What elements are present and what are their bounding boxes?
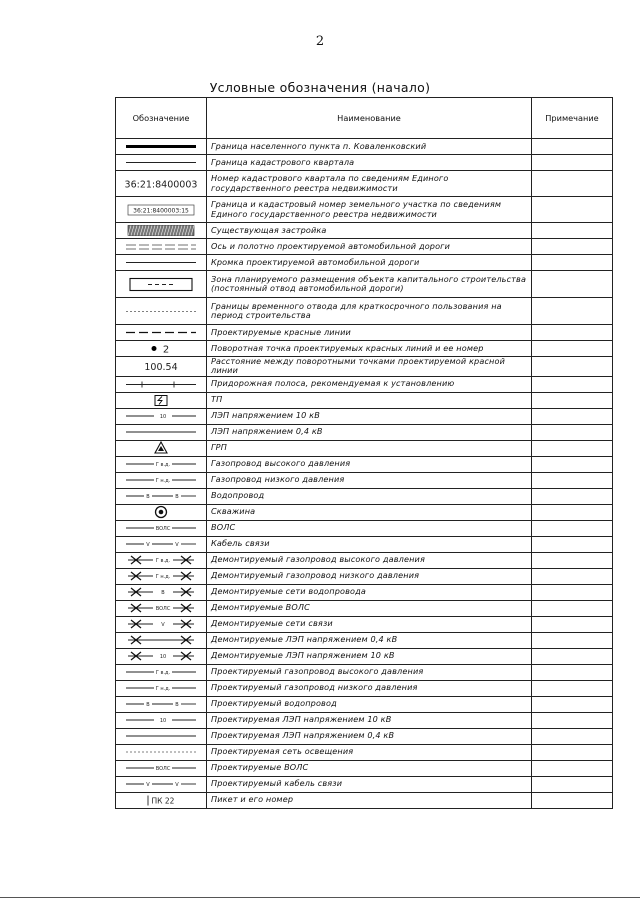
symbol-graphic [118,601,204,615]
legend-name: Демонтируемые сети связи [207,616,532,632]
legend-note [532,520,613,536]
legend-symbol-triangle [116,440,207,456]
legend-header-row [116,98,613,139]
symbol-graphic [118,681,204,695]
symbol-label: 2 [162,344,170,355]
legend-note [532,792,613,808]
legend-name: Граница населенного пункта п. Коваленковский [207,139,532,155]
legend-note [532,648,613,664]
legend-name: Демонтируемые сети водопровода [207,584,532,600]
legend-symbol-line-label [116,456,207,472]
legend-name: Ось и полотно проектируемой автомобильной дороги [207,239,532,255]
legend-symbol-red-dash [116,325,207,341]
legend-note [532,424,613,440]
legend-name: Проектируемый газопровод высокого давления [207,664,532,680]
legend-row [116,536,613,552]
legend-row [116,488,613,504]
legend-name: ГРП [207,440,532,456]
legend-note [532,616,613,632]
legend-note [532,712,613,728]
legend-symbol-x-line [116,632,207,648]
symbol-label: Г н.д. [155,686,171,693]
legend-row [116,472,613,488]
legend-name: Граница и кадастровый номер земельного участка по сведениям Единого государственного реестра недвижимости [207,197,532,223]
legend-name: Демонтируемые ВОЛС [207,600,532,616]
legend-symbol-x-line [116,600,207,616]
legend-name: Проектируемый кабель связи [207,776,532,792]
legend-row [116,325,613,341]
legend-row [116,568,613,584]
legend-name: Проектируемый газопровод низкого давления [207,680,532,696]
symbol-label: V [175,782,179,789]
header-name: Наименование [207,98,532,139]
symbol-graphic [118,473,204,487]
symbol-label: 36:21:8400003 [124,179,198,190]
legend-note [532,488,613,504]
legend-row [116,271,613,298]
legend-name: Кромка проектируемой автомобильной дороги [207,255,532,271]
legend-row [116,357,613,377]
legend-row [116,648,613,664]
legend-row [116,255,613,271]
legend-name: Демонтируемые ЛЭП напряжением 10 кВ [207,648,532,664]
legend-row [116,298,613,325]
legend-name: Существующая застройка [207,223,532,239]
legend-symbol-line-label [116,760,207,776]
legend-name: Поворотная точка проектируемых красных линий и ее номер [207,341,532,357]
legend-name: Придорожная полоса, рекомендуемая к установлению [207,376,532,392]
symbol-label: ВОЛС [155,766,171,773]
symbol-label: Г в.д. [155,558,171,565]
symbol-label: 10 [159,654,167,661]
symbol-graphic [118,745,204,759]
legend-name: Демонтируемые ЛЭП напряжением 0,4 кВ [207,632,532,648]
legend-name: ТП [207,392,532,408]
legend-row [116,139,613,155]
legend-row [116,520,613,536]
symbol-graphic [118,521,204,535]
legend-name: Пикет и его номер [207,792,532,808]
symbol-label: 100.54 [144,361,178,373]
legend-name: Номер кадастрового квартала по сведениям Единого государственного реестра недвижимости [207,171,532,197]
symbol-label: ВОЛС [155,606,171,613]
symbol-label: Г в.д. [155,462,171,469]
legend-name: ЛЭП напряжением 10 кВ [207,408,532,424]
symbol-graphic [118,224,204,237]
symbol-graphic [118,240,204,254]
legend-name: Зона планируемого размещения объекта капитального строительства (постоянный отвод автомобильной дороги) [207,271,532,298]
legend-row [116,760,613,776]
legend-row [116,155,613,171]
legend-name: Газопровод низкого давления [207,472,532,488]
symbol-graphic [118,697,204,711]
legend-row [116,712,613,728]
symbol-label: ПК 22 [151,796,175,806]
symbol-label: В [161,590,165,597]
legend-name: Граница кадастрового квартала [207,155,532,171]
legend-name: Расстояние между поворотными точками проектируемой красной линии [207,357,532,377]
legend-note [532,504,613,520]
legend-title: Условные обозначения (начало) [209,80,431,95]
legend-symbol-thin-line [116,728,207,744]
symbol-label: 10 [159,718,167,725]
legend-note [532,632,613,648]
symbol-label: 36:21:8400003:15 [133,207,189,214]
symbol-label: В [175,494,179,501]
legend-note [532,197,613,223]
symbol-graphic [118,777,204,791]
legend-note [532,155,613,171]
symbol-graphic [118,713,204,727]
legend-note [532,728,613,744]
symbol-graphic [118,489,204,503]
legend-symbol-thin-line [116,155,207,171]
symbol-graphic [118,425,204,439]
symbol-graphic [118,729,204,743]
legend-symbol-x-line2 [116,584,207,600]
symbol-graphic [118,256,204,269]
legend-symbol-line-label [116,520,207,536]
symbol-graphic [118,794,204,807]
header-note: Примечание [532,98,613,139]
symbol-graphic [118,172,204,196]
legend-symbol-text [116,171,207,197]
legend-note [532,271,613,298]
legend-note [532,664,613,680]
legend-note [532,760,613,776]
legend-name: Демонтируемый газопровод низкого давления [207,568,532,584]
legend-symbol-line-label2 [116,776,207,792]
legend-row [116,616,613,632]
legend-name: Проектируемая сеть освещения [207,744,532,760]
legend-note [532,584,613,600]
legend-row [116,632,613,648]
legend-note [532,440,613,456]
symbol-label: Г н.д. [155,574,171,581]
legend-row [116,376,613,392]
legend-note [532,568,613,584]
legend-row [116,696,613,712]
legend-row [116,392,613,408]
legend-note [532,696,613,712]
legend-row [116,341,613,357]
legend-symbol-dotted-line [116,298,207,325]
legend-row [116,239,613,255]
legend-note [532,171,613,197]
symbol-graphic [118,299,204,324]
legend-row [116,584,613,600]
symbol-graphic [118,537,204,551]
legend-symbol-x-line [116,648,207,664]
legend-symbol-line-label2 [116,696,207,712]
symbol-graphic [118,441,204,455]
legend-symbol-line-label [116,680,207,696]
legend-symbol-line-label2 [116,488,207,504]
legend-symbol-thin-line [116,255,207,271]
legend-symbol-thin-line [116,424,207,440]
legend-name: Проектируемая ЛЭП напряжением 0,4 кВ [207,728,532,744]
legend-row [116,744,613,760]
symbol-graphic [118,140,204,153]
legend-row [116,552,613,568]
legend-symbol-dash-rect [116,271,207,298]
symbol-graphic [118,378,204,391]
legend-row [116,171,613,197]
symbol-graphic [118,585,204,599]
legend-name: Демонтируемый газопровод высокого давления [207,552,532,568]
symbol-label: Г в.д. [155,670,171,677]
legend-symbol-line-label [116,408,207,424]
legend-note [532,325,613,341]
symbol-label: 10 [159,414,167,421]
symbol-graphic [118,326,204,339]
symbol-graphic [118,342,204,355]
symbol-graphic [118,617,204,631]
legend-note [532,357,613,377]
legend-symbol-boxed-text [116,197,207,223]
symbol-graphic [118,360,204,373]
legend-note [532,298,613,325]
symbol-label: Г н.д. [155,478,171,485]
symbol-label: V [146,782,150,789]
symbol-label: ВОЛС [155,526,171,533]
legend-note [532,600,613,616]
legend-note [532,472,613,488]
legend-name: Кабель связи [207,536,532,552]
symbol-graphic [118,649,204,663]
bottom-rule [0,897,640,898]
legend-note [532,744,613,760]
legend-symbol-line-label2 [116,536,207,552]
legend-symbol-well [116,504,207,520]
legend-name: Проектируемые ВОЛС [207,760,532,776]
header-symbol: Обозначение [116,98,207,139]
legend-symbol-line-label [116,712,207,728]
symbol-graphic [118,394,204,407]
legend-note [532,376,613,392]
legend-row [116,424,613,440]
legend-note [532,776,613,792]
symbol-label: V [175,542,179,549]
page-number: 2 [315,34,325,49]
legend-symbol-x-line [116,552,207,568]
symbol-graphic [118,272,204,297]
legend-row [116,440,613,456]
legend-row [116,197,613,223]
legend-row [116,680,613,696]
legend-row [116,223,613,239]
symbol-graphic [118,553,204,567]
legend-table [115,97,613,809]
legend-name: Газопровод высокого давления [207,456,532,472]
legend-note [532,341,613,357]
symbol-graphic [118,569,204,583]
legend-name: Границы временного отвода для краткосрочного пользования на период строительства [207,298,532,325]
legend-name: Проектируемая ЛЭП напряжением 10 кВ [207,712,532,728]
legend-symbol-line-label [116,664,207,680]
legend-row [116,408,613,424]
symbol-graphic [118,156,204,169]
legend-symbol-x-line [116,568,207,584]
legend-symbol-piket [116,792,207,808]
legend-symbol-dotted-line [116,744,207,760]
legend-note [532,239,613,255]
symbol-graphic [118,633,204,647]
legend-note [532,408,613,424]
symbol-label: В [175,702,179,709]
legend-row [116,600,613,616]
symbol-graphic [118,761,204,775]
legend-note [532,255,613,271]
legend-note [532,456,613,472]
symbol-graphic [118,198,204,222]
symbol-label: V [161,622,165,629]
symbol-label: V [146,542,150,549]
legend-symbol-thick-line [116,139,207,155]
legend-note [532,536,613,552]
legend-symbol-point [116,341,207,357]
legend-symbol-x-line2 [116,616,207,632]
legend-name: ЛЭП напряжением 0,4 кВ [207,424,532,440]
legend-row [116,456,613,472]
legend-note [532,680,613,696]
legend-note [532,223,613,239]
legend-row [116,792,613,808]
legend-row [116,504,613,520]
symbol-graphic [118,409,204,423]
legend-note [532,552,613,568]
symbol-graphic [118,505,204,519]
legend-name: Проектируемый водопровод [207,696,532,712]
legend-note [532,392,613,408]
legend-name: Водопровод [207,488,532,504]
symbol-label: В [146,494,150,501]
legend-symbol-double-dash [116,239,207,255]
legend-name: ВОЛС [207,520,532,536]
legend-symbol-line-label [116,472,207,488]
legend-name: Проектируемые красные линии [207,325,532,341]
legend-symbol-tp-box [116,392,207,408]
legend-row [116,664,613,680]
legend-symbol-hatched [116,223,207,239]
legend-symbol-text [116,357,207,377]
legend-note [532,139,613,155]
legend-row [116,776,613,792]
symbol-graphic [118,665,204,679]
symbol-label: В [146,702,150,709]
legend-row [116,728,613,744]
symbol-graphic [118,457,204,471]
legend-name: Скважина [207,504,532,520]
legend-symbol-tick-line [116,376,207,392]
